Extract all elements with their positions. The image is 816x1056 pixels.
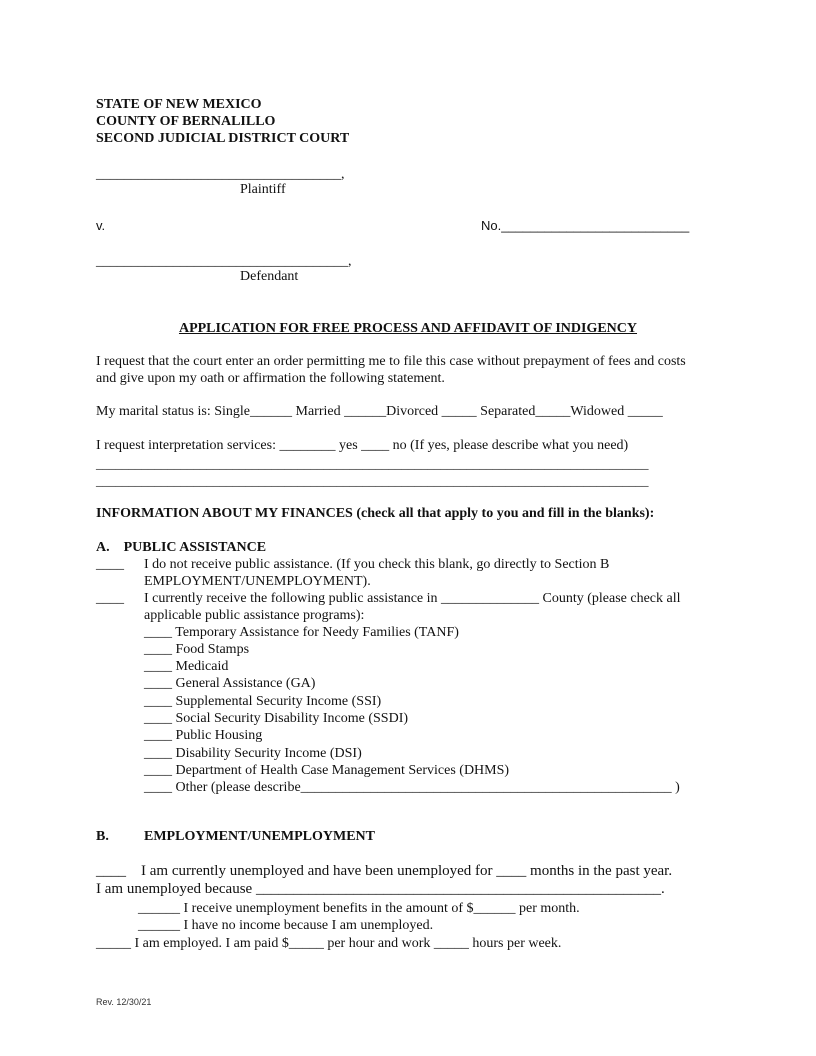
- program-dhms[interactable]: ____ Department of Health Case Management Services (DHMS): [144, 763, 510, 778]
- case-number-field[interactable]: No.__________________________: [481, 218, 690, 233]
- defendant-line[interactable]: ____________________________________,: [96, 254, 352, 269]
- receive-assistance-checkbox[interactable]: ____: [96, 591, 124, 606]
- no-assistance-text-2: EMPLOYMENT/UNEMPLOYMENT).: [144, 574, 371, 589]
- section-b-heading: EMPLOYMENT/UNEMPLOYMENT: [144, 829, 375, 844]
- interpretation-blank-1[interactable]: _____________________________________________________________________________________: [96, 456, 649, 471]
- defendant-label: Defendant: [240, 269, 299, 284]
- program-food-stamps[interactable]: ____ Food Stamps: [144, 642, 250, 657]
- marital-status-line[interactable]: My marital status is: Single______ Married ______Divorced _____ Separated_____Widowed _____: [96, 404, 663, 419]
- finances-heading: INFORMATION ABOUT MY FINANCES (check all that apply to you and fill in the blanks):: [96, 506, 655, 521]
- plaintiff-line[interactable]: ___________________________________,: [96, 167, 345, 182]
- versus-label: v.: [96, 218, 106, 233]
- unemployment-benefits-line[interactable]: ______ I receive unemployment benefits in the amount of $______ per month.: [138, 901, 580, 916]
- unemployed-line[interactable]: ____ I am currently unemployed and have been unemployed for ____ months in the past year.: [96, 863, 673, 879]
- section-a-heading: A. PUBLIC ASSISTANCE: [96, 540, 267, 555]
- revision-date: Rev. 12/30/21: [96, 997, 152, 1007]
- program-medicaid[interactable]: ____ Medicaid: [144, 659, 229, 674]
- header-county: COUNTY OF BERNALILLO: [96, 114, 276, 129]
- plaintiff-label: Plaintiff: [240, 182, 286, 197]
- program-other[interactable]: ____ Other (please describe_____________________________________________________ ): [144, 780, 680, 795]
- no-assistance-text-1: I do not receive public assistance. (If you check this blank, go directly to Section B: [144, 557, 610, 572]
- no-income-line[interactable]: ______ I have no income because I am unemployed.: [138, 918, 434, 933]
- employed-line[interactable]: _____ I am employed. I am paid $_____ per hour and work _____ hours per week.: [96, 936, 562, 951]
- program-dsi[interactable]: ____ Disability Security Income (DSI): [144, 746, 362, 761]
- intro-line-2: and give upon my oath or affirmation the following statement.: [96, 371, 445, 386]
- program-tanf[interactable]: ____ Temporary Assistance for Needy Families (TANF): [144, 625, 459, 640]
- interpretation-blank-2[interactable]: _____________________________________________________________________________________: [96, 473, 649, 488]
- receive-assistance-text-1[interactable]: I currently receive the following public assistance in ______________ County (please check all: [144, 591, 681, 606]
- program-ssi[interactable]: ____ Supplemental Security Income (SSI): [144, 694, 382, 709]
- document-title: APPLICATION FOR FREE PROCESS AND AFFIDAVIT OF INDIGENCY: [178, 321, 638, 336]
- receive-assistance-text-2: applicable public assistance programs):: [144, 608, 365, 623]
- program-public-housing[interactable]: ____ Public Housing: [144, 728, 263, 743]
- header-court: SECOND JUDICIAL DISTRICT COURT: [96, 131, 350, 146]
- intro-line-1: I request that the court enter an order permitting me to file this case without prepayment of fees and costs: [96, 354, 686, 369]
- no-assistance-checkbox[interactable]: ____: [96, 557, 124, 572]
- program-general-assistance[interactable]: ____ General Assistance (GA): [144, 676, 316, 691]
- section-b-letter: B.: [96, 829, 109, 844]
- program-ssdi[interactable]: ____ Social Security Disability Income (SSDI): [144, 711, 409, 726]
- unemployed-reason-line[interactable]: I am unemployed because ______________________________________________________.: [96, 881, 665, 897]
- header-state: STATE OF NEW MEXICO: [96, 97, 262, 112]
- interpretation-line[interactable]: I request interpretation services: ________ yes ____ no (If yes, please describe what you need): [96, 438, 629, 453]
